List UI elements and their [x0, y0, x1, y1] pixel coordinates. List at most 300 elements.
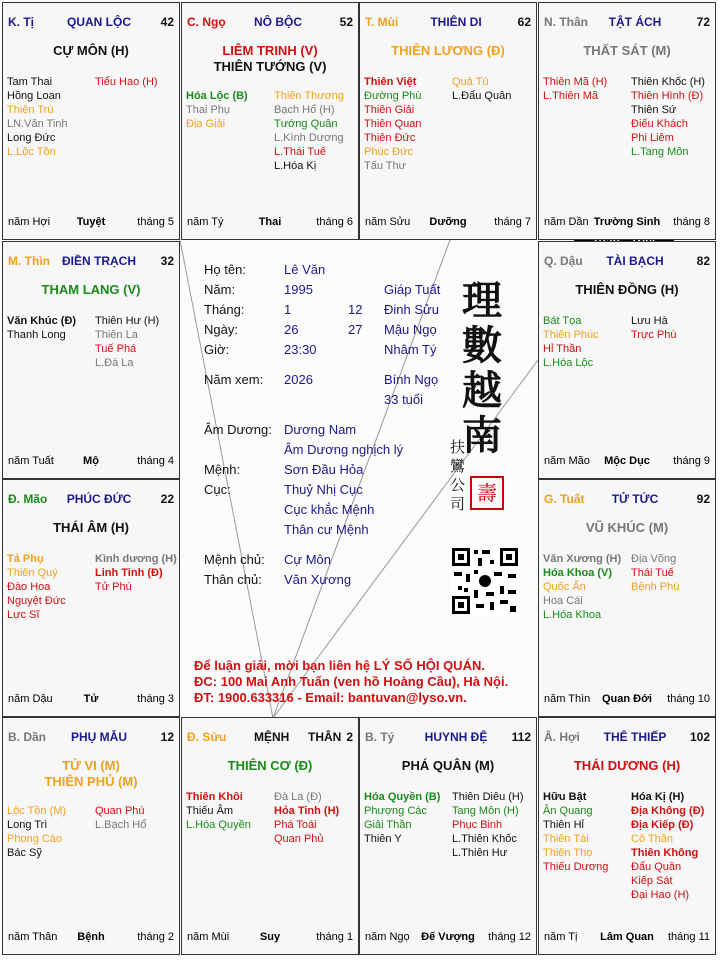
minor-star: Văn Xương (H)	[543, 553, 622, 565]
value-than-cu: Thân cư Mệnh	[284, 522, 369, 537]
minor-stars-right	[631, 790, 704, 902]
palace-mui[interactable]	[359, 2, 537, 240]
main-star: THÁI ÂM (H)	[53, 520, 129, 535]
contact-line-1: Để luận giải, mời bạn liên hệ LÝ SỐ HỘI QUÁN.	[194, 658, 485, 673]
footer-year: năm Dậu	[8, 693, 53, 705]
minor-star: Bạch Hổ (H)	[274, 104, 335, 116]
footer-year: năm Ngọ	[365, 931, 410, 943]
minor-star: Hóa Kị (H)	[631, 791, 685, 803]
palace-name: NÔ BỘC	[254, 15, 302, 29]
minor-star: Tam Thai	[7, 76, 53, 88]
minor-star: Kình dương (H)	[95, 553, 177, 565]
minor-star: Phượng Các	[364, 805, 427, 817]
minor-star: Thiên Tài	[543, 833, 589, 845]
minor-star: Quốc Ấn	[543, 581, 586, 593]
minor-star: L.Hóa Khoa	[543, 609, 602, 621]
palace-tuat[interactable]	[538, 479, 716, 717]
palace-than-label: THÂN	[308, 730, 342, 744]
palace-header	[360, 15, 536, 31]
footer-month: tháng 4	[137, 455, 174, 467]
minor-star: Thiên Không	[631, 847, 699, 859]
ly-so-viet-nam-logo	[442, 278, 522, 458]
minor-star: Thiên Hư (H)	[95, 315, 160, 327]
main-stars	[539, 282, 715, 298]
main-star: THAM LANG (V)	[41, 282, 141, 297]
minor-star: Tấu Thư	[364, 160, 407, 172]
palace-branch: B. Dần	[8, 730, 47, 744]
palace-dai-han-number: 12	[160, 730, 174, 744]
minor-stars-right	[452, 790, 524, 860]
palace-branch: Â. Hợi	[544, 730, 580, 744]
minor-star: Thiên Phúc	[543, 329, 599, 341]
footer-month: tháng 8	[673, 216, 710, 228]
palace-footer	[8, 931, 174, 945]
minor-star: L.Thiên Mã	[543, 90, 599, 102]
minor-stars-right	[452, 75, 511, 103]
palace-dai-han-number: 92	[696, 492, 710, 506]
label-cuc: Cục:	[204, 482, 231, 497]
footer-month: tháng 9	[673, 455, 710, 467]
minor-star: Thiên Y	[364, 833, 402, 845]
palace-footer	[544, 693, 710, 707]
footer-month: tháng 10	[667, 693, 710, 705]
main-star: THẤT SÁT (M)	[583, 43, 671, 58]
minor-star: Nguyệt Đức	[7, 595, 66, 607]
palace-branch: Đ. Sửu	[187, 730, 227, 744]
palace-dai-han-number: 32	[160, 254, 174, 268]
minor-star: Quan Phủ	[274, 833, 324, 845]
info-can-chi	[384, 280, 440, 410]
footer-year: năm Hợi	[8, 216, 51, 228]
footer-month: tháng 1	[316, 931, 353, 943]
palace-dau[interactable]	[538, 241, 716, 479]
footer-truong-sinh: Quan Đới	[602, 693, 652, 705]
palace-branch: T. Mùi	[365, 15, 399, 29]
palace-hoi[interactable]	[538, 717, 716, 955]
palace-ti[interactable]	[2, 2, 180, 240]
footer-year: năm Mão	[544, 455, 590, 467]
footer-truong-sinh: Mộ	[83, 455, 99, 467]
label-nam: Năm:	[204, 282, 236, 297]
palace-footer	[544, 216, 710, 230]
value-nam-xem-can-chi: Bính Ngọ	[384, 372, 439, 387]
minor-star: Thiên Đức	[364, 132, 416, 144]
label-gio: Giờ:	[204, 342, 230, 357]
logo-char-1: 理	[462, 277, 502, 324]
label-than-chu: Thân chủ:	[204, 572, 262, 587]
value-gio: 23:30	[284, 342, 317, 357]
logo-char-2: 數	[462, 322, 502, 369]
minor-star: Địa Võng	[631, 553, 677, 565]
contact-info	[194, 658, 508, 706]
minor-star: Long Trì	[7, 819, 48, 831]
minor-star: Thiên Quan	[364, 118, 422, 130]
main-stars	[3, 282, 179, 298]
minor-star: Thai Phụ	[186, 104, 231, 116]
minor-star: Thiên Giải	[364, 104, 415, 116]
main-stars	[182, 43, 358, 75]
minor-star: Văn Khúc (Đ)	[7, 315, 77, 327]
palace-name: THÊ THIẾP	[603, 730, 667, 744]
minor-star: Quả Tú	[452, 76, 489, 88]
info-values-2	[284, 420, 403, 590]
label-am-duong: Âm Dương:	[204, 422, 272, 437]
minor-stars-left	[543, 790, 608, 874]
minor-stars-left	[364, 75, 421, 173]
minor-star: Quan Phù	[95, 805, 145, 817]
footer-truong-sinh: Trường Sinh	[593, 216, 661, 228]
minor-star: Giải Thần	[364, 819, 412, 831]
main-stars	[539, 758, 715, 774]
main-stars	[3, 43, 179, 59]
footer-month: tháng 7	[494, 216, 531, 228]
value-ho-ten: Lê Văn	[284, 262, 326, 277]
footer-month: tháng 12	[488, 931, 531, 943]
value-ngay: 26	[284, 322, 299, 337]
main-star: CỰ MÔN (H)	[53, 43, 129, 58]
minor-star: Thiên Việt	[364, 76, 417, 88]
value-cuc: Thuỷ Nhị Cục	[284, 482, 363, 497]
minor-star: Hóa Quyền (B)	[364, 791, 441, 803]
footer-year: năm Sửu	[365, 216, 411, 228]
palace-header	[539, 492, 715, 508]
minor-star: Thiên Quý	[7, 567, 58, 579]
palace-dan[interactable]	[2, 717, 180, 955]
palace-branch: G. Tuất	[544, 492, 585, 506]
value-thang: 1	[284, 302, 292, 317]
minor-star: Lưu Hà	[631, 315, 668, 327]
minor-star: Đào Hoa	[7, 581, 51, 593]
minor-stars-right	[631, 314, 676, 342]
minor-star: L.Đà La	[95, 357, 134, 369]
minor-stars-left	[7, 804, 66, 860]
palace-name: TẬT ÁCH	[608, 15, 662, 29]
minor-star: Thiên Trù	[7, 104, 54, 116]
minor-star: Thiên Khôi	[186, 791, 243, 803]
minor-star: Thiên Thọ	[543, 847, 593, 859]
main-stars	[3, 758, 179, 790]
palace-branch: K. Tị	[8, 15, 34, 29]
footer-year: năm Mùi	[187, 931, 230, 943]
minor-star: Hồng Loan	[7, 90, 61, 102]
main-stars	[539, 43, 715, 59]
minor-star: Trực Phù	[631, 329, 677, 341]
palace-name: QUAN LỘC	[67, 15, 131, 29]
minor-star: L.Thái Tuế	[274, 146, 326, 158]
minor-star: Thiếu Dương	[543, 861, 609, 873]
palace-footer	[8, 455, 174, 469]
palace-footer	[187, 216, 353, 230]
minor-stars-right	[95, 314, 159, 370]
value-menh-chu: Cự Môn	[284, 552, 331, 567]
value-than-chu: Văn Xương	[284, 572, 352, 587]
minor-stars-left	[543, 314, 599, 370]
contact-line-2: ĐC: 100 Mai Anh Tuấn (ven hồ Hoàng Cầu), Hà Nội.	[194, 674, 509, 689]
minor-stars-left	[186, 790, 251, 832]
palace-name: PHÚC ĐỨC	[66, 492, 132, 506]
footer-month: tháng 5	[137, 216, 174, 228]
logo-sub-char-3: 公	[450, 476, 466, 494]
main-stars	[3, 520, 179, 536]
minor-star: Phúc Đức	[364, 146, 413, 158]
info-values	[284, 260, 325, 390]
minor-star: L.Hóa Kị	[274, 160, 317, 172]
minor-star: Tả Phụ	[7, 553, 44, 565]
value-ngay-am-lich: 27	[348, 322, 363, 337]
footer-year: năm Tý	[187, 216, 224, 228]
palace-dai-han-number: 2	[346, 730, 353, 744]
minor-stars-right	[274, 790, 339, 846]
logo-char-4: 南	[462, 412, 502, 459]
palace-header	[539, 254, 715, 270]
minor-star: Tử Phù	[95, 581, 132, 593]
value-ngay-can-chi: Mậu Ngọ	[384, 322, 437, 337]
footer-month: tháng 3	[137, 693, 174, 705]
palace-header	[3, 730, 179, 746]
main-star: VŨ KHÚC (M)	[585, 520, 669, 535]
footer-truong-sinh: Thai	[258, 216, 282, 228]
minor-star: Hữu Bật	[543, 791, 587, 803]
minor-star: Long Đức	[7, 132, 56, 144]
footer-truong-sinh: Tuyệt	[76, 216, 106, 228]
minor-star: Cô Thần	[631, 833, 673, 845]
main-star: THIÊN TƯỚNG (V)	[213, 59, 327, 74]
palace-footer	[544, 455, 710, 469]
minor-star: Linh Tinh (Đ)	[95, 567, 163, 579]
minor-star: Bát Tọa	[543, 315, 582, 327]
palace-name: THIÊN DI	[430, 15, 482, 29]
footer-year: năm Thân	[8, 931, 58, 943]
main-star: PHÁ QUÂN (M)	[401, 758, 495, 773]
palace-suu[interactable]	[181, 717, 359, 955]
logo-sub-char-1: 扶	[450, 438, 466, 456]
contact-line-3[interactable]: ĐT: 1900.633316 - Email: bantuvan@lyso.vn.	[194, 690, 467, 705]
value-cuc-khac: Cục khắc Mệnh	[284, 502, 375, 517]
minor-star: Đà La (Đ)	[274, 791, 322, 803]
footer-truong-sinh: Mộc Dục	[604, 455, 650, 467]
minor-star: Thiên Mã (H)	[543, 76, 608, 88]
footer-year: năm Tị	[544, 931, 578, 943]
minor-star: Hoa Cái	[543, 595, 583, 607]
minor-stars-left	[543, 75, 607, 103]
palace-branch: N. Thân	[544, 15, 588, 29]
main-stars	[360, 758, 536, 774]
minor-star: Địa Kiếp (Đ)	[631, 819, 694, 831]
minor-stars-left	[364, 790, 440, 846]
palace-footer	[8, 216, 174, 230]
palace-branch: Đ. Mão	[8, 492, 48, 506]
center-info-panel	[180, 240, 538, 718]
main-star: THÁI DƯƠNG (H)	[573, 758, 681, 773]
value-am-duong: Dương Nam	[284, 422, 357, 437]
minor-star: L.Hóa Lộc	[543, 357, 594, 369]
info-labels	[204, 260, 263, 390]
minor-star: Đẩu Quân	[631, 861, 682, 873]
minor-star: Ân Quang	[543, 805, 593, 817]
minor-stars-left	[7, 314, 76, 342]
value-thang-can-chi: Đinh Sửu	[384, 302, 439, 317]
palace-dai-han-number: 112	[511, 730, 531, 744]
minor-star: Điếu Khách	[631, 118, 688, 130]
minor-star: Lộc Tồn (M)	[7, 805, 67, 817]
palace-dai-han-number: 102	[689, 730, 710, 744]
minor-star: Tang Môn (H)	[452, 805, 519, 817]
minor-stars-left	[7, 75, 68, 159]
footer-truong-sinh: Suy	[259, 931, 281, 943]
palace-dai-han-number: 22	[160, 492, 174, 506]
footer-month: tháng 2	[137, 931, 174, 943]
footer-truong-sinh: Dưỡng	[429, 216, 467, 228]
minor-star: Phi Liêm	[631, 132, 674, 144]
palace-name: PHỤ MẪU	[71, 730, 127, 744]
minor-star: L.Bạch Hổ	[95, 819, 147, 831]
minor-stars-left	[7, 552, 66, 622]
minor-star: Tuế Phá	[95, 343, 137, 355]
palace-than[interactable]	[538, 2, 716, 240]
minor-star: Lực Sĩ	[7, 609, 40, 621]
value-gio-can-chi: Nhâm Tý	[384, 342, 437, 357]
palace-ty[interactable]	[359, 717, 537, 955]
minor-star: Thái Tuế	[631, 567, 674, 579]
main-stars	[360, 43, 536, 59]
minor-star: Thiên Thương	[274, 90, 345, 102]
logo-sub-char-2: 鸞	[450, 457, 466, 475]
minor-star: Thiên Hình (Đ)	[631, 90, 704, 102]
palace-branch: Q. Dậu	[544, 254, 583, 268]
footer-truong-sinh: Lâm Quan	[600, 931, 654, 943]
palace-dai-han-number: 52	[339, 15, 353, 29]
palace-name: HUYNH ĐỆ	[424, 730, 488, 744]
palace-header	[182, 15, 358, 31]
minor-star: Phá Toái	[274, 819, 317, 831]
info-labels-2	[204, 420, 272, 590]
label-ngay: Ngày:	[204, 322, 238, 337]
minor-star: L.Thiên Hư	[452, 847, 508, 859]
minor-star: Thiên Khốc (H)	[631, 76, 705, 88]
minor-star: Hỏa Tinh (H)	[274, 805, 340, 817]
footer-truong-sinh: Bệnh	[77, 931, 105, 943]
palace-header	[3, 15, 179, 31]
minor-star: Thiếu Âm	[186, 805, 234, 817]
footer-year: năm Dần	[544, 216, 589, 228]
minor-star: Bác Sỹ	[7, 847, 42, 859]
minor-stars-left	[186, 89, 248, 131]
label-thang: Tháng:	[204, 302, 245, 317]
minor-star: L.Lộc Tồn	[7, 146, 56, 158]
minor-star: Hóa Khoa (V)	[543, 567, 613, 579]
logo-subtitle	[450, 438, 466, 514]
main-star: THIÊN LƯƠNG (Đ)	[391, 43, 505, 58]
palace-dai-han-number: 62	[517, 15, 531, 29]
palace-thin[interactable]	[2, 241, 180, 479]
palace-branch: B. Tý	[365, 730, 395, 744]
palace-dai-han-number: 72	[696, 15, 710, 29]
minor-star: L.Kình Dương	[274, 132, 344, 144]
palace-header	[539, 15, 715, 31]
palace-branch: C. Ngọ	[187, 15, 226, 29]
palace-branch: M. Thìn	[8, 254, 50, 268]
palace-header	[360, 730, 536, 746]
palace-ngo[interactable]	[181, 2, 359, 240]
palace-dai-han-number: 82	[696, 254, 710, 268]
palace-name: MỆNH	[254, 730, 290, 744]
main-star: LIÊM TRINH (V)	[222, 43, 318, 58]
value-nam-can-chi: Giáp Tuất	[384, 282, 441, 297]
minor-star: L.Hóa Quyền	[186, 819, 251, 831]
value-thang-am-lich: 12	[348, 302, 363, 317]
palace-name: TÀI BẠCH	[606, 254, 664, 268]
minor-star: Thiên Sứ	[631, 104, 677, 116]
minor-star: Bệnh Phù	[631, 581, 680, 593]
minor-star: Địa Không (Đ)	[631, 805, 705, 817]
main-star: THIÊN ĐỒNG (H)	[575, 282, 679, 297]
palace-footer	[187, 931, 353, 945]
minor-stars-right	[95, 552, 177, 594]
main-star: THIÊN PHỦ (M)	[44, 774, 138, 789]
footer-month: tháng 6	[316, 216, 353, 228]
info-lunar	[348, 300, 362, 340]
minor-star: L.Thiên Khốc	[452, 833, 517, 845]
footer-year: năm Thìn	[544, 693, 591, 705]
logo-char-3: 越	[462, 367, 502, 414]
minor-stars-right	[95, 75, 158, 89]
minor-stars-right	[274, 89, 344, 173]
main-stars	[182, 758, 358, 774]
label-ho-ten: Họ tên:	[204, 262, 246, 277]
minor-star: Đại Hao (H)	[631, 889, 690, 901]
minor-star: Tiểu Hao (H)	[95, 76, 158, 88]
minor-star: Hóa Lộc (B)	[186, 90, 248, 102]
minor-star: Địa Giải	[186, 118, 226, 130]
main-star: THIÊN CƠ (Đ)	[227, 758, 313, 773]
palace-footer	[365, 216, 531, 230]
red-seal-stamp: 壽	[470, 476, 504, 510]
minor-star: L.Tang Môn	[631, 146, 689, 158]
palace-header	[3, 492, 179, 508]
minor-star: Tướng Quân	[274, 118, 338, 130]
footer-month: tháng 11	[667, 931, 710, 943]
palace-footer	[365, 931, 531, 945]
minor-star: LN.Văn Tinh	[7, 118, 68, 130]
label-nam-xem: Năm xem:	[204, 372, 264, 387]
main-star: TỬ VI (M)	[62, 758, 120, 773]
footer-truong-sinh: Đế Vượng	[421, 931, 475, 943]
main-stars	[539, 520, 715, 536]
footer-year: năm Tuất	[8, 455, 54, 467]
palace-header	[3, 254, 179, 270]
minor-stars-right	[631, 552, 679, 594]
minor-star: Thiên Diêu (H)	[452, 791, 524, 803]
palace-dai-han-number: 42	[160, 15, 174, 29]
minor-star: Đường Phù	[364, 90, 422, 102]
palace-header	[539, 730, 715, 746]
minor-star: Thanh Long	[7, 329, 66, 341]
palace-footer	[8, 693, 174, 707]
value-menh: Sơn Đầu Hỏa	[284, 462, 364, 477]
minor-stars-right	[95, 804, 146, 832]
palace-footer	[544, 931, 710, 945]
label-menh: Mệnh:	[204, 462, 241, 477]
value-nam: 1995	[284, 282, 313, 297]
minor-star: Hỉ Thần	[543, 343, 582, 355]
palace-mao[interactable]	[2, 479, 180, 717]
minor-stars-left	[543, 552, 621, 622]
label-menh-chu: Mệnh chủ:	[204, 552, 265, 567]
value-am-duong-ly: Âm Dương nghịch lý	[284, 442, 404, 457]
footer-truong-sinh: Tử	[83, 693, 99, 705]
palace-name: ĐIỀN TRẠCH	[62, 254, 136, 268]
qr-code-icon[interactable]	[450, 546, 520, 616]
